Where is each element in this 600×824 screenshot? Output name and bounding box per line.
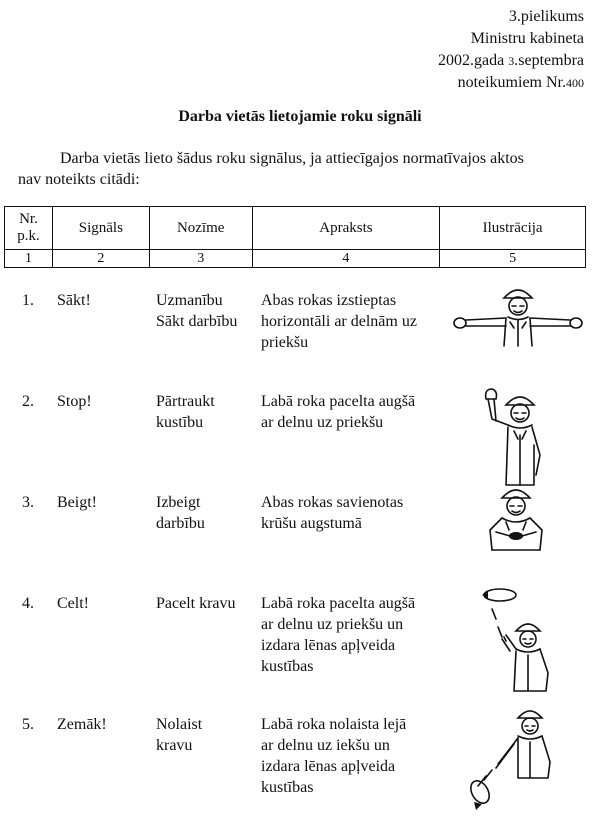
row-signal: Celt! <box>57 595 89 612</box>
row-meaning-line: Sākt darbību <box>156 313 238 330</box>
row-number: 4. <box>22 595 34 612</box>
row-description-line: kustības <box>261 658 314 675</box>
row-description <box>261 593 441 677</box>
row-description-line: ar delnu uz priekšu <box>261 414 384 431</box>
row-description-line: priekšu <box>261 334 309 351</box>
row-signal: Sākt! <box>57 292 91 309</box>
signal-row-4 <box>0 593 600 703</box>
intro-line-1: Darba vietās lieto šādus roku signālus, ja attiecīgajos normatīvajos aktos <box>60 150 524 167</box>
row-description-line: Abas rokas izstieptas <box>261 292 397 309</box>
row-description-line: krūšu augstumā <box>261 515 362 532</box>
row-number: 2. <box>22 393 34 410</box>
header-nr-line-1: Nr. <box>19 211 38 227</box>
row-signal: Zemāk! <box>57 716 107 733</box>
column-number-3: 3 <box>149 250 252 268</box>
row-meaning-line: Uzmanību <box>156 292 223 309</box>
signal-row-1 <box>0 290 600 400</box>
row-signal: Beigt! <box>57 494 97 511</box>
worker-arm-down-circling-icon <box>448 708 588 818</box>
row-meaning <box>156 290 256 332</box>
row-meaning-line: Nolaist <box>156 716 203 733</box>
row-description-line: Abas rokas savienotas <box>261 494 404 511</box>
header-illustration: Ilustrācija <box>440 207 586 250</box>
row-number: 1. <box>22 292 34 309</box>
signal-row-2 <box>0 391 600 501</box>
row-meaning <box>156 492 256 534</box>
row-description <box>261 492 441 534</box>
row-description <box>261 290 441 353</box>
row-signal: Stop! <box>57 393 92 410</box>
annex-line-4 <box>438 72 584 94</box>
row-meaning <box>156 391 256 433</box>
row-meaning-line: kustību <box>156 414 204 431</box>
annex-date-year: 2002.gada <box>438 52 509 69</box>
signal-row-5 <box>0 714 600 824</box>
header-nr-line-2: p.k. <box>17 228 40 244</box>
row-description-line: Labā roka pacelta augšā <box>261 393 416 410</box>
row-description-line: izdara lēnas apļveida <box>261 758 396 775</box>
column-number-1: 1 <box>5 250 53 268</box>
row-description-line: kustības <box>261 779 314 796</box>
annex-regulation-label: noteikumiem Nr. <box>457 74 566 91</box>
column-number-5: 5 <box>440 250 586 268</box>
annex-date-month: .septembra <box>514 52 584 69</box>
row-description-line: Labā roka nolaista lejā <box>261 716 407 733</box>
document-title: Darba vietās lietojamie roku signāli <box>178 108 422 125</box>
row-description-line: Labā roka pacelta augšā <box>261 595 416 612</box>
worker-arm-up-circling-icon <box>448 587 588 697</box>
row-meaning <box>156 593 256 614</box>
column-number-2: 2 <box>52 250 149 268</box>
header-meaning: Nozīme <box>149 207 252 250</box>
worker-hands-clasped-icon <box>448 486 588 596</box>
intro-paragraph <box>18 148 584 190</box>
annex-line-3 <box>438 50 584 72</box>
row-meaning-line: Izbeigt <box>156 494 201 511</box>
header-nr <box>5 207 53 250</box>
row-description-line: ar delnu uz priekšu un <box>261 616 404 633</box>
row-meaning-line: darbību <box>156 515 205 532</box>
row-description <box>261 714 441 798</box>
row-description-line: ar delnu uz iekšu un <box>261 737 390 754</box>
column-number-4: 4 <box>252 250 440 268</box>
header-signal: Signāls <box>52 207 149 250</box>
row-description-line: horizontāli ar delnām uz <box>261 313 417 330</box>
annex-line-1: 3.pielikums <box>508 8 584 25</box>
annex-reference <box>438 6 584 94</box>
signals-table-header <box>4 206 586 268</box>
row-description-line: izdara lēnas apļveida <box>261 637 396 654</box>
row-number: 3. <box>22 494 34 511</box>
row-number: 5. <box>22 716 34 733</box>
row-meaning-line: Pacelt kravu <box>156 595 236 612</box>
intro-line-2: nav noteikts citādi: <box>18 171 140 188</box>
row-meaning-line: kravu <box>156 737 193 754</box>
annex-regulation-number: 400 <box>566 76 584 90</box>
annex-line-2: Ministru kabineta <box>470 30 584 47</box>
row-meaning <box>156 714 256 756</box>
worker-right-arm-raised-icon <box>448 385 588 495</box>
annex-date-day: 3 <box>508 54 515 68</box>
row-meaning-line: Pārtraukt <box>156 393 215 410</box>
header-description: Apraksts <box>252 207 440 250</box>
row-description <box>261 391 441 433</box>
signal-row-3 <box>0 492 600 602</box>
worker-arms-horizontal-icon <box>448 284 588 394</box>
